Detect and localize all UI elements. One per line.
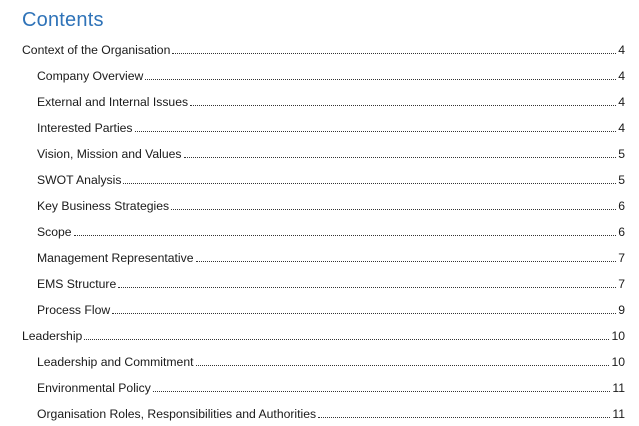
toc-entry-leadership-and-commitment[interactable]	[0, 347, 639, 373]
toc-dot-leader	[318, 416, 610, 418]
toc-page-number: 4	[618, 121, 625, 135]
toc-dot-leader	[145, 78, 616, 80]
toc-entry-label: External and Internal Issues	[37, 95, 189, 109]
toc-entry-label: Context of the Organisation	[22, 43, 171, 57]
toc-page-number: 6	[618, 225, 625, 239]
toc-entry-label: Process Flow	[37, 303, 111, 317]
toc-entry-label: Organisation Roles, Responsibilities and Authorities	[37, 407, 317, 421]
toc-dot-leader	[135, 130, 617, 132]
toc-entry-company-overview[interactable]	[0, 61, 639, 87]
toc-entry-label: Key Business Strategies	[37, 199, 170, 213]
toc-entry-swot-analysis[interactable]	[0, 165, 639, 191]
toc-entry-label: Environmental Policy	[37, 381, 151, 395]
contents-heading: Contents	[22, 9, 104, 31]
toc-entry-label: Leadership and Commitment	[37, 355, 194, 369]
toc-page-number: 7	[618, 251, 625, 265]
toc-entry-label: Interested Parties	[37, 121, 133, 135]
toc-entry-scope[interactable]	[0, 217, 639, 243]
toc-dot-leader	[74, 234, 617, 236]
toc-entry-leadership[interactable]	[0, 321, 639, 347]
toc-page-number: 4	[618, 95, 625, 109]
toc-page-number: 11	[612, 407, 625, 421]
toc-dot-leader	[171, 208, 616, 210]
toc-entry-process-flow[interactable]	[0, 295, 639, 321]
toc-dot-leader	[190, 104, 616, 106]
toc-entry-key-business-strategies[interactable]	[0, 191, 639, 217]
toc-dot-leader	[172, 52, 616, 54]
toc-page-number: 10	[611, 329, 625, 343]
toc-dot-leader	[84, 338, 609, 340]
toc-dot-leader	[112, 312, 616, 314]
toc-entry-label: Company Overview	[37, 69, 144, 83]
toc-entry-vision-mission-and-values[interactable]	[0, 139, 639, 165]
toc-entry-label: Leadership	[22, 329, 83, 343]
toc-page-number: 7	[618, 277, 625, 291]
toc-entry-management-representative[interactable]	[0, 243, 639, 269]
toc-dot-leader	[184, 156, 617, 158]
toc-entry-organisation-roles[interactable]	[0, 399, 639, 425]
toc-entry-context-of-the-organisation[interactable]	[0, 35, 639, 61]
toc-page-number: 5	[618, 147, 625, 161]
toc-page-number: 5	[618, 173, 625, 187]
toc-page-number: 6	[618, 199, 625, 213]
toc-entry-interested-parties[interactable]	[0, 113, 639, 139]
toc-entry-ems-structure[interactable]	[0, 269, 639, 295]
toc-page-number: 9	[618, 303, 625, 317]
toc-entry-label: Management Representative	[37, 251, 194, 265]
toc-dot-leader	[123, 182, 616, 184]
toc-dot-leader	[153, 390, 611, 392]
toc-page-number: 4	[618, 43, 625, 57]
toc-dot-leader	[196, 260, 617, 262]
toc-page-number: 10	[611, 355, 625, 369]
toc-page-number: 11	[612, 381, 625, 395]
toc-entry-label: SWOT Analysis	[37, 173, 122, 187]
toc-entry-environmental-policy[interactable]	[0, 373, 639, 399]
toc-entry-label: Scope	[37, 225, 72, 239]
toc-entry-label: Vision, Mission and Values	[37, 147, 182, 161]
toc-page-number: 4	[618, 69, 625, 83]
toc-entry-external-and-internal-issues[interactable]	[0, 87, 639, 113]
toc-entry-label: EMS Structure	[37, 277, 117, 291]
toc-dot-leader	[196, 364, 610, 366]
table-of-contents	[0, 35, 639, 425]
toc-dot-leader	[118, 286, 616, 288]
